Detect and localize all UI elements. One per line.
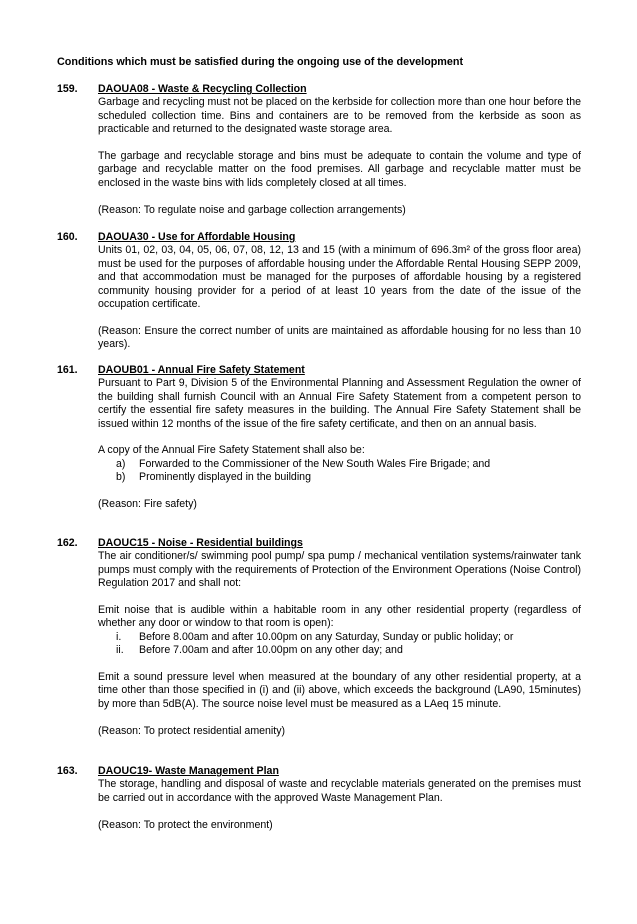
condition-number: 161. <box>57 364 78 376</box>
condition-body <box>98 231 581 352</box>
condition-title: DAOUC15 - Noise - Residential buildings <box>98 537 303 549</box>
list-item <box>98 458 581 471</box>
condition-number: 159. <box>57 83 78 95</box>
condition-reason: (Reason: To protect the environment) <box>98 818 273 831</box>
page-heading: Conditions which must be satisfied during the ongoing use of the development <box>57 56 464 68</box>
list-item <box>98 644 581 657</box>
condition-title: DAOUA08 - Waste & Recycling Collection <box>98 83 307 95</box>
condition-number: 162. <box>57 537 78 549</box>
condition-list <box>98 631 581 658</box>
list-item-text: Before 7.00am and after 10.00pm on any other day; and <box>139 644 403 657</box>
condition-reason: (Reason: Fire safety) <box>98 498 197 511</box>
list-item <box>98 631 581 644</box>
condition-paragraph: A copy of the Annual Fire Safety Statement shall also be: <box>98 444 365 457</box>
condition-paragraph: Units 01, 02, 03, 04, 05, 06, 07, 08, 12, 13 and 15 (with a minimum of 696.3m² of the gross floor area) must be used for the purposes of affordable housing under the Affordable Rental Housing SEPP 2009, and that accommodation must be managed for the purposes of affordable housing by a registered community housing provider for a period of at least 10 years from the date of the issue of the occupation certificate. <box>98 244 581 311</box>
condition-title: DAOUB01 - Annual Fire Safety Statement <box>98 364 305 376</box>
condition-body <box>98 537 581 738</box>
condition-paragraph: The garbage and recyclable storage and bins must be adequate to contain the volume and type of garbage and recyclable matter on the food premises. All garbage and recyclable matter must be enclosed in the waste bins with lids completely closed at all times. <box>98 150 581 189</box>
condition-reason: (Reason: Ensure the correct number of units are maintained as affordable housing for no less than 10 years). <box>98 324 581 351</box>
list-item-text: Forwarded to the Commissioner of the New South Wales Fire Brigade; and <box>139 457 491 470</box>
list-item-text: Before 8.00am and after 10.00pm on any Saturday, Sunday or public holiday; or <box>139 630 514 643</box>
condition-paragraph: Pursuant to Part 9, Division 5 of the Environmental Planning and Assessment Regulation the owner of the building shall furnish Council with an Annual Fire Safety Statement from a competent person to certify the essential fire safety measures in the building. The Annual Fire Safety Statement shall be issued within 12 months of the issue of the fire safety certificate, and then on an annual basis. <box>98 377 581 430</box>
condition-paragraph: Emit a sound pressure level when measured at the boundary of any other residential property, at a time other than those specified in (i) and (ii) above, which exceeds the background (LA90, 15minutes) by more than 5dB(A). The source noise level must be measured as a LAeq 15 minute. <box>98 671 581 710</box>
condition-reason: (Reason: To regulate noise and garbage collection arrangements) <box>98 203 406 216</box>
list-marker: a) <box>116 457 126 470</box>
condition-reason: (Reason: To protect residential amenity) <box>98 724 286 737</box>
condition-paragraph: The air conditioner/s/ swimming pool pump/ spa pump / mechanical ventilation systems/rainwater tank pumps must comply with the requirements of Protection of the Environment Operations (Noise Control) Regulation 2017 and shall not: <box>98 550 581 590</box>
condition-number: 163. <box>57 765 78 777</box>
condition-paragraph: Emit noise that is audible within a habitable room in any other residential property (regardless of whether any door or window to that room is open): <box>98 604 581 630</box>
list-marker: b) <box>116 471 126 484</box>
list-marker: i. <box>116 630 122 643</box>
list-item <box>98 471 581 484</box>
condition-title: DAOUA30 - Use for Affordable Housing <box>98 231 296 243</box>
list-item-text: Prominently displayed in the building <box>139 471 311 484</box>
condition-body <box>98 364 581 511</box>
list-marker: ii. <box>116 644 124 657</box>
condition-title: DAOUC19- Waste Management Plan <box>98 765 279 777</box>
condition-number: 160. <box>57 231 78 243</box>
condition-paragraph: Garbage and recycling must not be placed on the kerbside for collection more than one hour before the scheduled collection time. Bins and containers are to be removed from the kerbside as soon as practicable and returned to the designated waste storage area. <box>98 96 581 136</box>
condition-body <box>98 765 581 832</box>
condition-body <box>98 83 581 217</box>
condition-list <box>98 458 581 485</box>
condition-paragraph: The storage, handling and disposal of waste and recyclable materials generated on the premises must be carried out in accordance with the approved Waste Management Plan. <box>98 778 581 804</box>
